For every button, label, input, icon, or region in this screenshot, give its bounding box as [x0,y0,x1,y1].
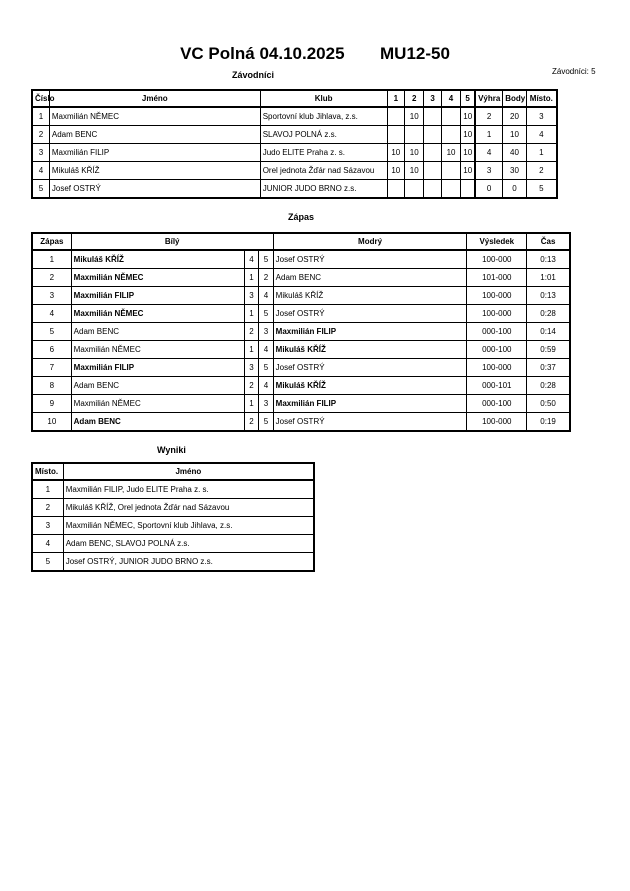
col-header: 1 [387,90,404,107]
competitor-name: Maxmilián FILIP [49,144,260,162]
col-header: 2 [404,90,423,107]
blue-fighter: Mikuláš KŘÍŽ [273,377,467,395]
round-score [424,144,441,162]
competitor-wins: 3 [475,162,503,180]
match-time: 0:37 [527,359,570,377]
match-number: 7 [32,359,71,377]
competitors-title: Závodníci [232,70,275,80]
match-number: 3 [32,287,71,305]
event-category: MU12-50 [380,44,450,63]
result-name: Adam BENC, SLAVOJ POLNÁ z.s. [63,535,314,553]
blue-number: 4 [259,287,273,305]
competitor-place: 5 [526,180,557,199]
competitors-header [32,90,557,107]
col-header: Jméno [49,90,260,107]
match-number: 2 [32,269,71,287]
result-name: Maxmilián FILIP, Judo ELITE Praha z. s. [63,480,314,499]
match-number: 10 [32,413,71,432]
competitor-points: 20 [503,107,527,126]
competitor-place: 3 [526,107,557,126]
blue-number: 4 [259,341,273,359]
blue-fighter: Maxmilián FILIP [273,323,467,341]
table-row [32,305,570,323]
result-name: Maxmilián NĚMEC, Sportovní klub Jihlava, z.s. [63,517,314,535]
round-score: 10 [404,107,423,126]
match-result: 000-100 [467,341,527,359]
competitor-wins: 0 [475,180,503,199]
match-number: 9 [32,395,71,413]
table-row [32,377,570,395]
table-row [32,107,557,126]
event-name: VC Polná [180,44,255,63]
blue-number: 5 [259,250,273,269]
competitor-name: Mikuláš KŘÍŽ [49,162,260,180]
round-score: 10 [441,144,460,162]
matches-header [32,233,570,250]
match-number: 5 [32,323,71,341]
col-header: Číslo [32,90,49,107]
round-score [387,180,404,199]
competitor-place: 1 [526,144,557,162]
blue-number: 5 [259,359,273,377]
competitor-place: 2 [526,162,557,180]
table-row [32,180,557,199]
round-score: 10 [461,107,475,126]
col-header: 3 [424,90,441,107]
competitor-name: Josef OSTRÝ [49,180,260,199]
white-fighter: Adam BENC [71,323,244,341]
round-score [424,162,441,180]
competitor-place: 4 [526,126,557,144]
blue-fighter: Josef OSTRÝ [273,359,467,377]
match-result: 100-000 [467,287,527,305]
white-number: 4 [244,250,258,269]
round-score [387,126,404,144]
col-header: Výhra [475,90,503,107]
results-table [31,462,315,572]
match-result: 100-000 [467,359,527,377]
blue-fighter: Josef OSTRÝ [273,305,467,323]
white-number: 3 [244,287,258,305]
competitor-club: Orel jednota Žďár nad Sázavou [260,162,387,180]
competitor-wins: 1 [475,126,503,144]
round-score [441,107,460,126]
white-fighter: Maxmilián NĚMEC [71,269,244,287]
match-time: 0:19 [527,413,570,432]
round-score: 10 [404,162,423,180]
round-score [387,107,404,126]
match-result: 000-101 [467,377,527,395]
match-result: 100-000 [467,305,527,323]
competitor-number: 1 [32,107,49,126]
table-row [32,126,557,144]
white-fighter: Maxmilián FILIP [71,359,244,377]
match-time: 0:28 [527,305,570,323]
round-score: 10 [404,144,423,162]
match-result: 100-000 [467,250,527,269]
table-row [32,395,570,413]
match-number: 4 [32,305,71,323]
match-time: 0:50 [527,395,570,413]
blue-number: 4 [259,377,273,395]
round-score: 10 [461,144,475,162]
col-header: Klub [260,90,387,107]
white-number: 1 [244,269,258,287]
competitor-number: 2 [32,126,49,144]
round-score [461,180,475,199]
competitor-club: SLAVOJ POLNÁ z.s. [260,126,387,144]
blue-fighter: Josef OSTRÝ [273,413,467,432]
result-name: Mikuláš KŘÍŽ, Orel jednota Žďár nad Sázavou [63,499,314,517]
blue-fighter: Mikuláš KŘÍŽ [273,287,467,305]
competitor-number: 4 [32,162,49,180]
table-row [32,250,570,269]
white-fighter: Maxmilián NĚMEC [71,341,244,359]
competitor-number: 5 [32,180,49,199]
match-time: 0:13 [527,250,570,269]
competitor-points: 0 [503,180,527,199]
table-row [32,341,570,359]
col-header: 4 [441,90,460,107]
blue-fighter: Maxmilián FILIP [273,395,467,413]
white-fighter: Maxmilián NĚMEC [71,395,244,413]
results-title: Wyniki [157,445,186,455]
match-result: 000-100 [467,323,527,341]
col-header: Zápas [32,233,71,250]
col-header: Místo. [526,90,557,107]
result-place: 1 [32,480,63,499]
blue-number: 5 [259,413,273,432]
round-score [424,126,441,144]
competitor-club: JUNIOR JUDO BRNO z.s. [260,180,387,199]
matches-table [31,232,571,432]
white-fighter: Adam BENC [71,413,244,432]
match-result: 101-000 [467,269,527,287]
white-number: 1 [244,395,258,413]
table-row [32,517,314,535]
white-number: 2 [244,413,258,432]
competitor-wins: 2 [475,107,503,126]
round-score [441,126,460,144]
col-header: Jméno [63,463,314,480]
table-row [32,144,557,162]
white-number: 1 [244,341,258,359]
event-date: 04.10.2025 [259,44,345,63]
round-score [424,180,441,199]
white-number: 1 [244,305,258,323]
round-score: 10 [461,162,475,180]
blue-fighter: Josef OSTRÝ [273,250,467,269]
table-row [32,553,314,572]
result-place: 3 [32,517,63,535]
competitor-wins: 4 [475,144,503,162]
competitor-points: 30 [503,162,527,180]
table-row [32,413,570,432]
match-number: 1 [32,250,71,269]
competitors-count: Závodníci: 5 [552,67,596,76]
round-score [441,180,460,199]
table-row [32,480,314,499]
table-row [32,323,570,341]
competitor-name: Adam BENC [49,126,260,144]
match-time: 0:28 [527,377,570,395]
table-row [32,499,314,517]
white-fighter: Adam BENC [71,377,244,395]
match-time: 0:13 [527,287,570,305]
round-score: 10 [387,162,404,180]
competitor-club: Judo ELITE Praha z. s. [260,144,387,162]
result-place: 5 [32,553,63,572]
match-number: 8 [32,377,71,395]
round-score [404,180,423,199]
match-time: 0:59 [527,341,570,359]
competitor-points: 40 [503,144,527,162]
col-header: 5 [461,90,475,107]
page-title [0,44,630,64]
competitor-points: 10 [503,126,527,144]
white-number: 2 [244,377,258,395]
white-number: 2 [244,323,258,341]
white-fighter: Mikuláš KŘÍŽ [71,250,244,269]
col-header: Body [503,90,527,107]
result-name: Josef OSTRÝ, JUNIOR JUDO BRNO z.s. [63,553,314,572]
white-fighter: Maxmilián FILIP [71,287,244,305]
results-header [32,463,314,480]
col-header: Místo. [32,463,63,480]
match-time: 1:01 [527,269,570,287]
match-result: 000-100 [467,395,527,413]
table-row [32,269,570,287]
result-place: 2 [32,499,63,517]
table-row [32,535,314,553]
blue-fighter: Adam BENC [273,269,467,287]
round-score [424,107,441,126]
table-row [32,287,570,305]
white-number: 3 [244,359,258,377]
blue-fighter: Mikuláš KŘÍŽ [273,341,467,359]
competitors-table [31,89,558,199]
col-header: Čas [527,233,570,250]
competitor-name: Maxmilián NĚMEC [49,107,260,126]
result-place: 4 [32,535,63,553]
blue-number: 3 [259,323,273,341]
round-score: 10 [461,126,475,144]
white-fighter: Maxmilián NĚMEC [71,305,244,323]
blue-number: 3 [259,395,273,413]
match-result: 100-000 [467,413,527,432]
table-row [32,162,557,180]
match-number: 6 [32,341,71,359]
match-time: 0:14 [527,323,570,341]
col-header: Výsledek [467,233,527,250]
col-header: Modrý [273,233,467,250]
competitor-number: 3 [32,144,49,162]
col-header: Bílý [71,233,273,250]
round-score: 10 [387,144,404,162]
round-score [441,162,460,180]
blue-number: 2 [259,269,273,287]
blue-number: 5 [259,305,273,323]
table-row [32,359,570,377]
competitor-club: Sportovní klub Jihlava, z.s. [260,107,387,126]
matches-title: Zápas [288,212,315,222]
round-score [404,126,423,144]
